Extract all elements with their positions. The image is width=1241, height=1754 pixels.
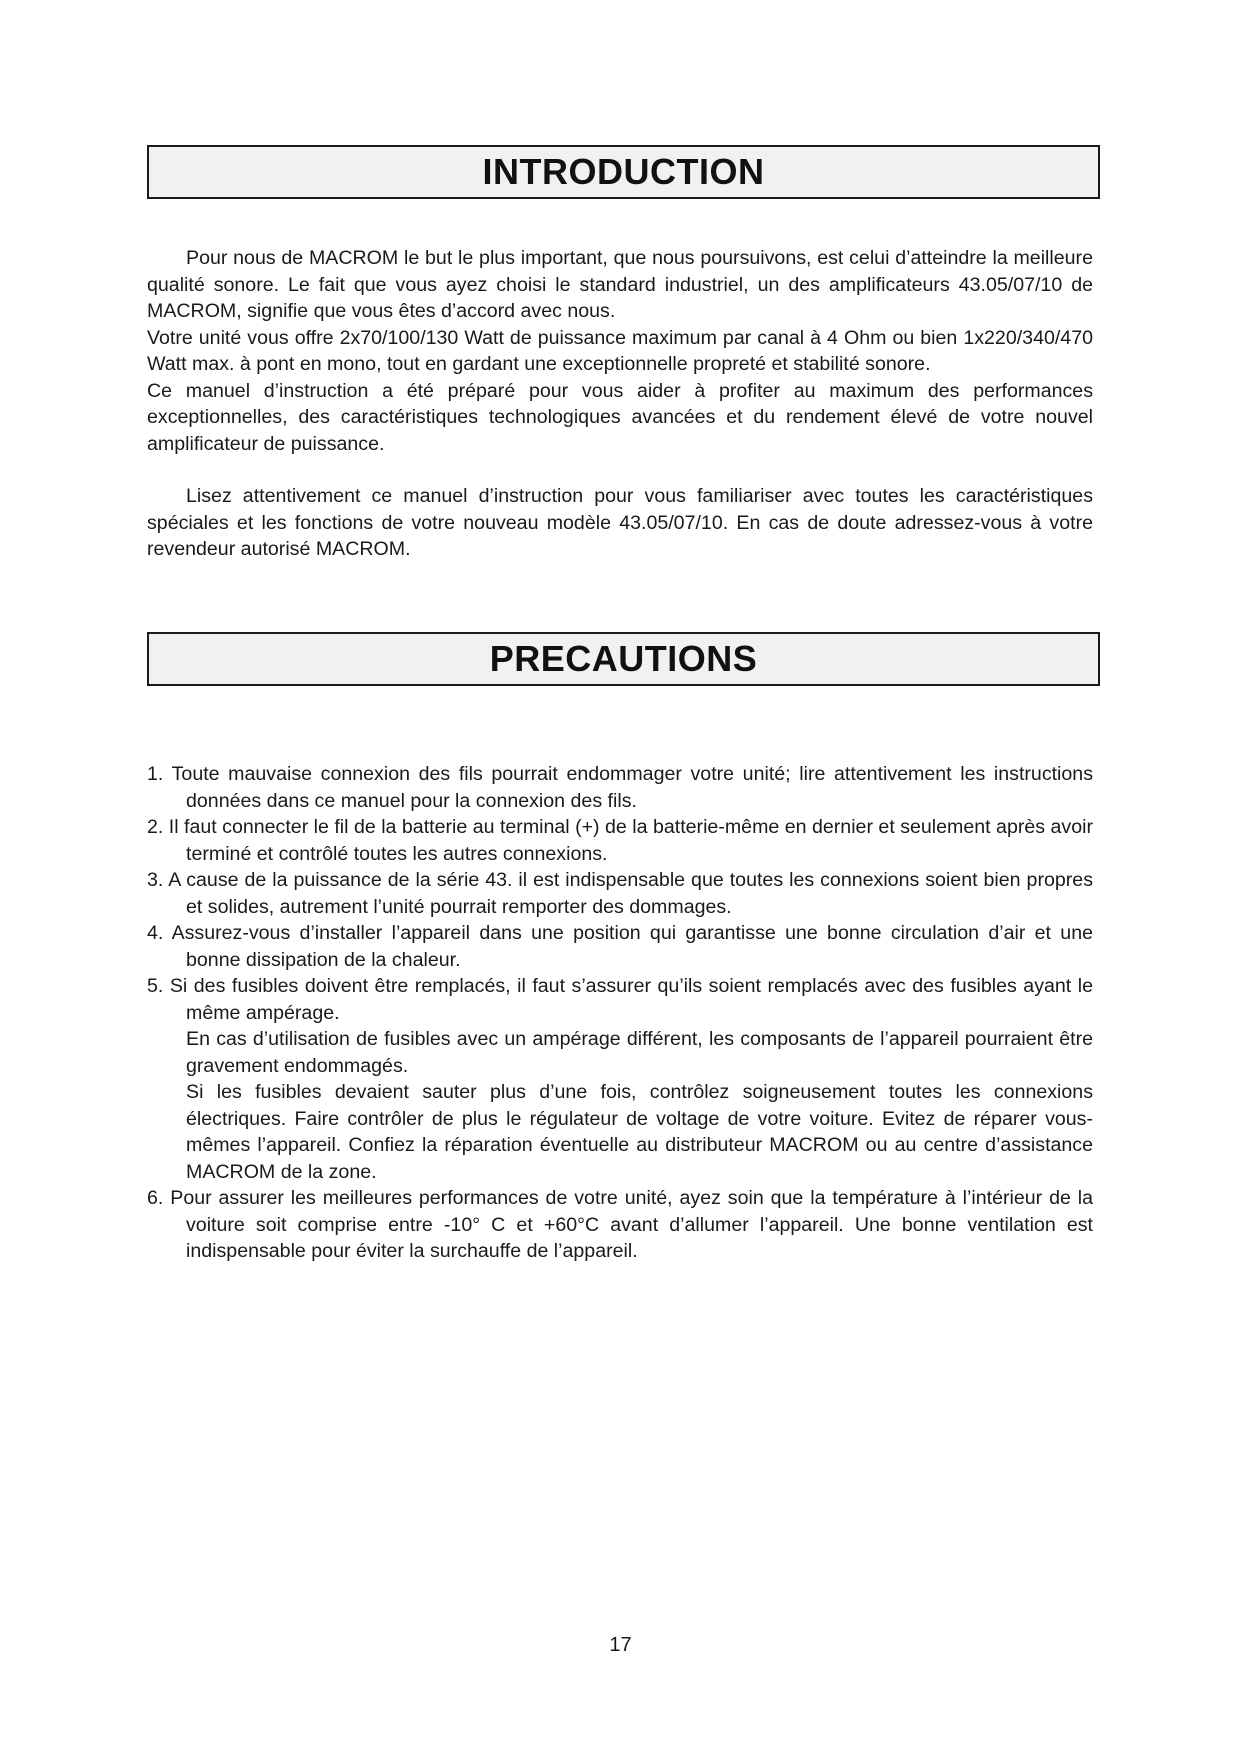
precautions-heading-box: [147, 632, 1100, 686]
precaution-item: [147, 1185, 1093, 1265]
precaution-number: 2.: [147, 816, 164, 838]
precaution-number: 3.: [147, 869, 164, 891]
precautions-title: PRECAUTIONS: [489, 638, 758, 679]
precaution-number: 1.: [147, 763, 164, 785]
precaution-number: 5.: [147, 975, 164, 997]
precautions-list: [147, 761, 1093, 1265]
precaution-item: [147, 867, 1093, 920]
precaution-text: Pour assurer les meilleures performances de votre unité, ayez soin que la température à l’intérieur de la voiture soit comprise entre -10° C et +60°C avant d’allumer l’appareil. Une bonne ventilation est indispensable pour éviter la surchauffe de l’appareil.: [170, 1187, 1094, 1262]
precaution-text: A cause de la puissance de la série 43. il est indispensable que toutes les connexions soient bien propres et solides, autrement l’unité pourrait remporter des dommages.: [168, 869, 1093, 918]
page-number: 17: [609, 1634, 632, 1656]
precaution-text: Il faut connecter le fil de la batterie au terminal (+) de la batterie-même en dernier et seulement après avoir terminé et contrôlé toutes les autres connexions.: [168, 816, 1093, 865]
introduction-paragraph: Lisez attentivement ce manuel d’instruction pour vous familiariser avec toutes les caractéristiques spéciales et les fonctions de votre nouveau modèle 43.05/07/10. En cas de doute adressez-vous à votre revendeur autorisé MACROM.: [147, 485, 1093, 560]
precaution-subparagraph: Si les fusibles devaient sauter plus d’une fois, contrôlez soigneusement toutes les connexions électriques. Faire contrôler de plus le régulateur de voltage de votre voiture. Evitez de réparer vous-mêmes l’appareil. Confiez la réparation éventuelle au distributeur MACROM ou au centre d’assistance MACROM de la zone.: [186, 1081, 1093, 1183]
precaution-number: 6.: [147, 1187, 164, 1209]
precaution-item: [147, 920, 1093, 973]
precaution-subparagraph: En cas d’utilisation de fusibles avec un ampérage différent, les composants de l’appareil pourraient être gravement endommagés.: [186, 1028, 1093, 1077]
precaution-text: Si des fusibles doivent être remplacés, il faut s’assurer qu’ils soient remplacés avec des fusibles ayant le même ampérage.: [169, 975, 1093, 1024]
precaution-item: [147, 973, 1093, 1185]
precaution-number: 4.: [147, 922, 164, 944]
introduction-paragraph: Votre unité vous offre 2x70/100/130 Watt de puissance maximum par canal à 4 Ohm ou bien 1x220/340/470 Watt max. à pont en mono, tout en gardant une exceptionnelle propreté et stabilité sonore.: [147, 326, 1093, 375]
precaution-item: [147, 761, 1093, 814]
introduction-paragraph: Pour nous de MACROM le but le plus important, que nous poursuivons, est celui d’atteindre la meilleure qualité sonore. Le fait que vous ayez choisi le standard industriel, un des amplificateurs 43.05/07/10 de MACROM, signifie que vous êtes d’accord avec nous.: [147, 247, 1093, 322]
introduction-body: [147, 245, 1093, 563]
introduction-heading-box: [147, 145, 1100, 199]
precaution-item: [147, 814, 1093, 867]
introduction-paragraph: Ce manuel d’instruction a été préparé pour vous aider à profiter au maximum des performances exceptionnelles, des caractéristiques technologiques avancées et du rendement élevé de votre nouvel amplificateur de puissance.: [147, 379, 1093, 455]
precaution-text: Toute mauvaise connexion des fils pourrait endommager votre unité; lire attentivement les instructions données dans ce manuel pour la connexion des fils.: [171, 763, 1094, 812]
introduction-title: INTRODUCTION: [482, 151, 765, 192]
precaution-text: Assurez-vous d’installer l’appareil dans une position qui garantisse une bonne circulation d’air et une bonne dissipation de la chaleur.: [171, 922, 1093, 971]
